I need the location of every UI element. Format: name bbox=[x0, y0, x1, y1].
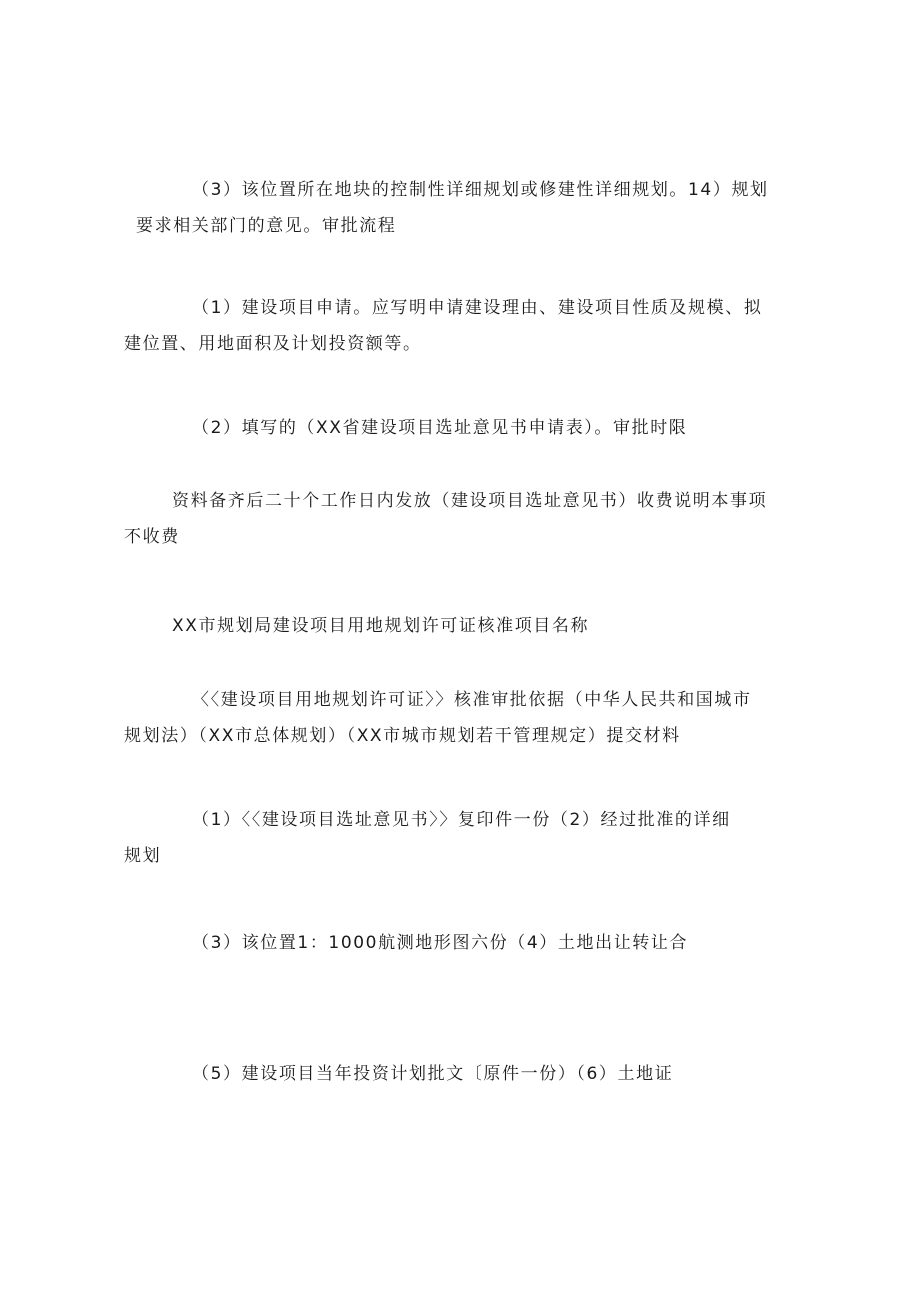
paragraph-8 bbox=[124, 925, 814, 961]
paragraph-3 bbox=[124, 410, 814, 446]
paragraph-6 bbox=[124, 682, 814, 754]
paragraph-3-line-1: （2）填写的（XX省建设项目选址意见书申请表）。审批时限 bbox=[192, 418, 688, 438]
paragraph-2-line-2: 建位置、用地面积及计划投资额等。 bbox=[124, 334, 422, 354]
paragraph-8-line-1: （3）该位置1：1000航测地形图六份（4）土地出让转让合 bbox=[192, 933, 689, 953]
paragraph-1 bbox=[124, 172, 814, 244]
paragraph-7-line-1: （1）〈〈建设项目选址意见书〉〉复印件一份（2）经过批准的详细 bbox=[192, 810, 731, 830]
paragraph-1-line-1: （3）该位置所在地块的控制性详细规划或修建性详细规划。14）规划 bbox=[192, 180, 769, 200]
paragraph-2 bbox=[124, 290, 814, 362]
paragraph-7 bbox=[124, 802, 814, 874]
paragraph-9-line-1: （5）建设项目当年投资计划批文〔原件一份）（6）土地证 bbox=[192, 1064, 674, 1084]
paragraph-5-line-1: XX市规划局建设项目用地规划许可证核准项目名称 bbox=[172, 616, 590, 636]
paragraph-5 bbox=[124, 608, 814, 644]
paragraph-6-line-1: 〈〈建设项目用地规划许可证〉〉核准审批依据（中华人民共和国城市 bbox=[192, 690, 752, 710]
paragraph-4-line-2: 不收费 bbox=[124, 527, 180, 547]
paragraph-4 bbox=[124, 483, 814, 555]
paragraph-6-line-2: 规划法）（XX市总体规划）（XX市城市规划若干管理规定）提交材料 bbox=[124, 726, 681, 746]
paragraph-7-line-2: 规划 bbox=[124, 846, 162, 866]
paragraph-1-line-2: 要求相关部门的意见。审批流程 bbox=[136, 216, 397, 236]
paragraph-9 bbox=[124, 1056, 814, 1092]
paragraph-2-line-1: （1）建设项目申请。应写明申请建设理由、建设项目性质及规模、拟 bbox=[192, 298, 763, 318]
paragraph-4-line-1: 资料备齐后二十个工作日内发放（建设项目选址意见书）收费说明本事项 bbox=[172, 491, 768, 511]
